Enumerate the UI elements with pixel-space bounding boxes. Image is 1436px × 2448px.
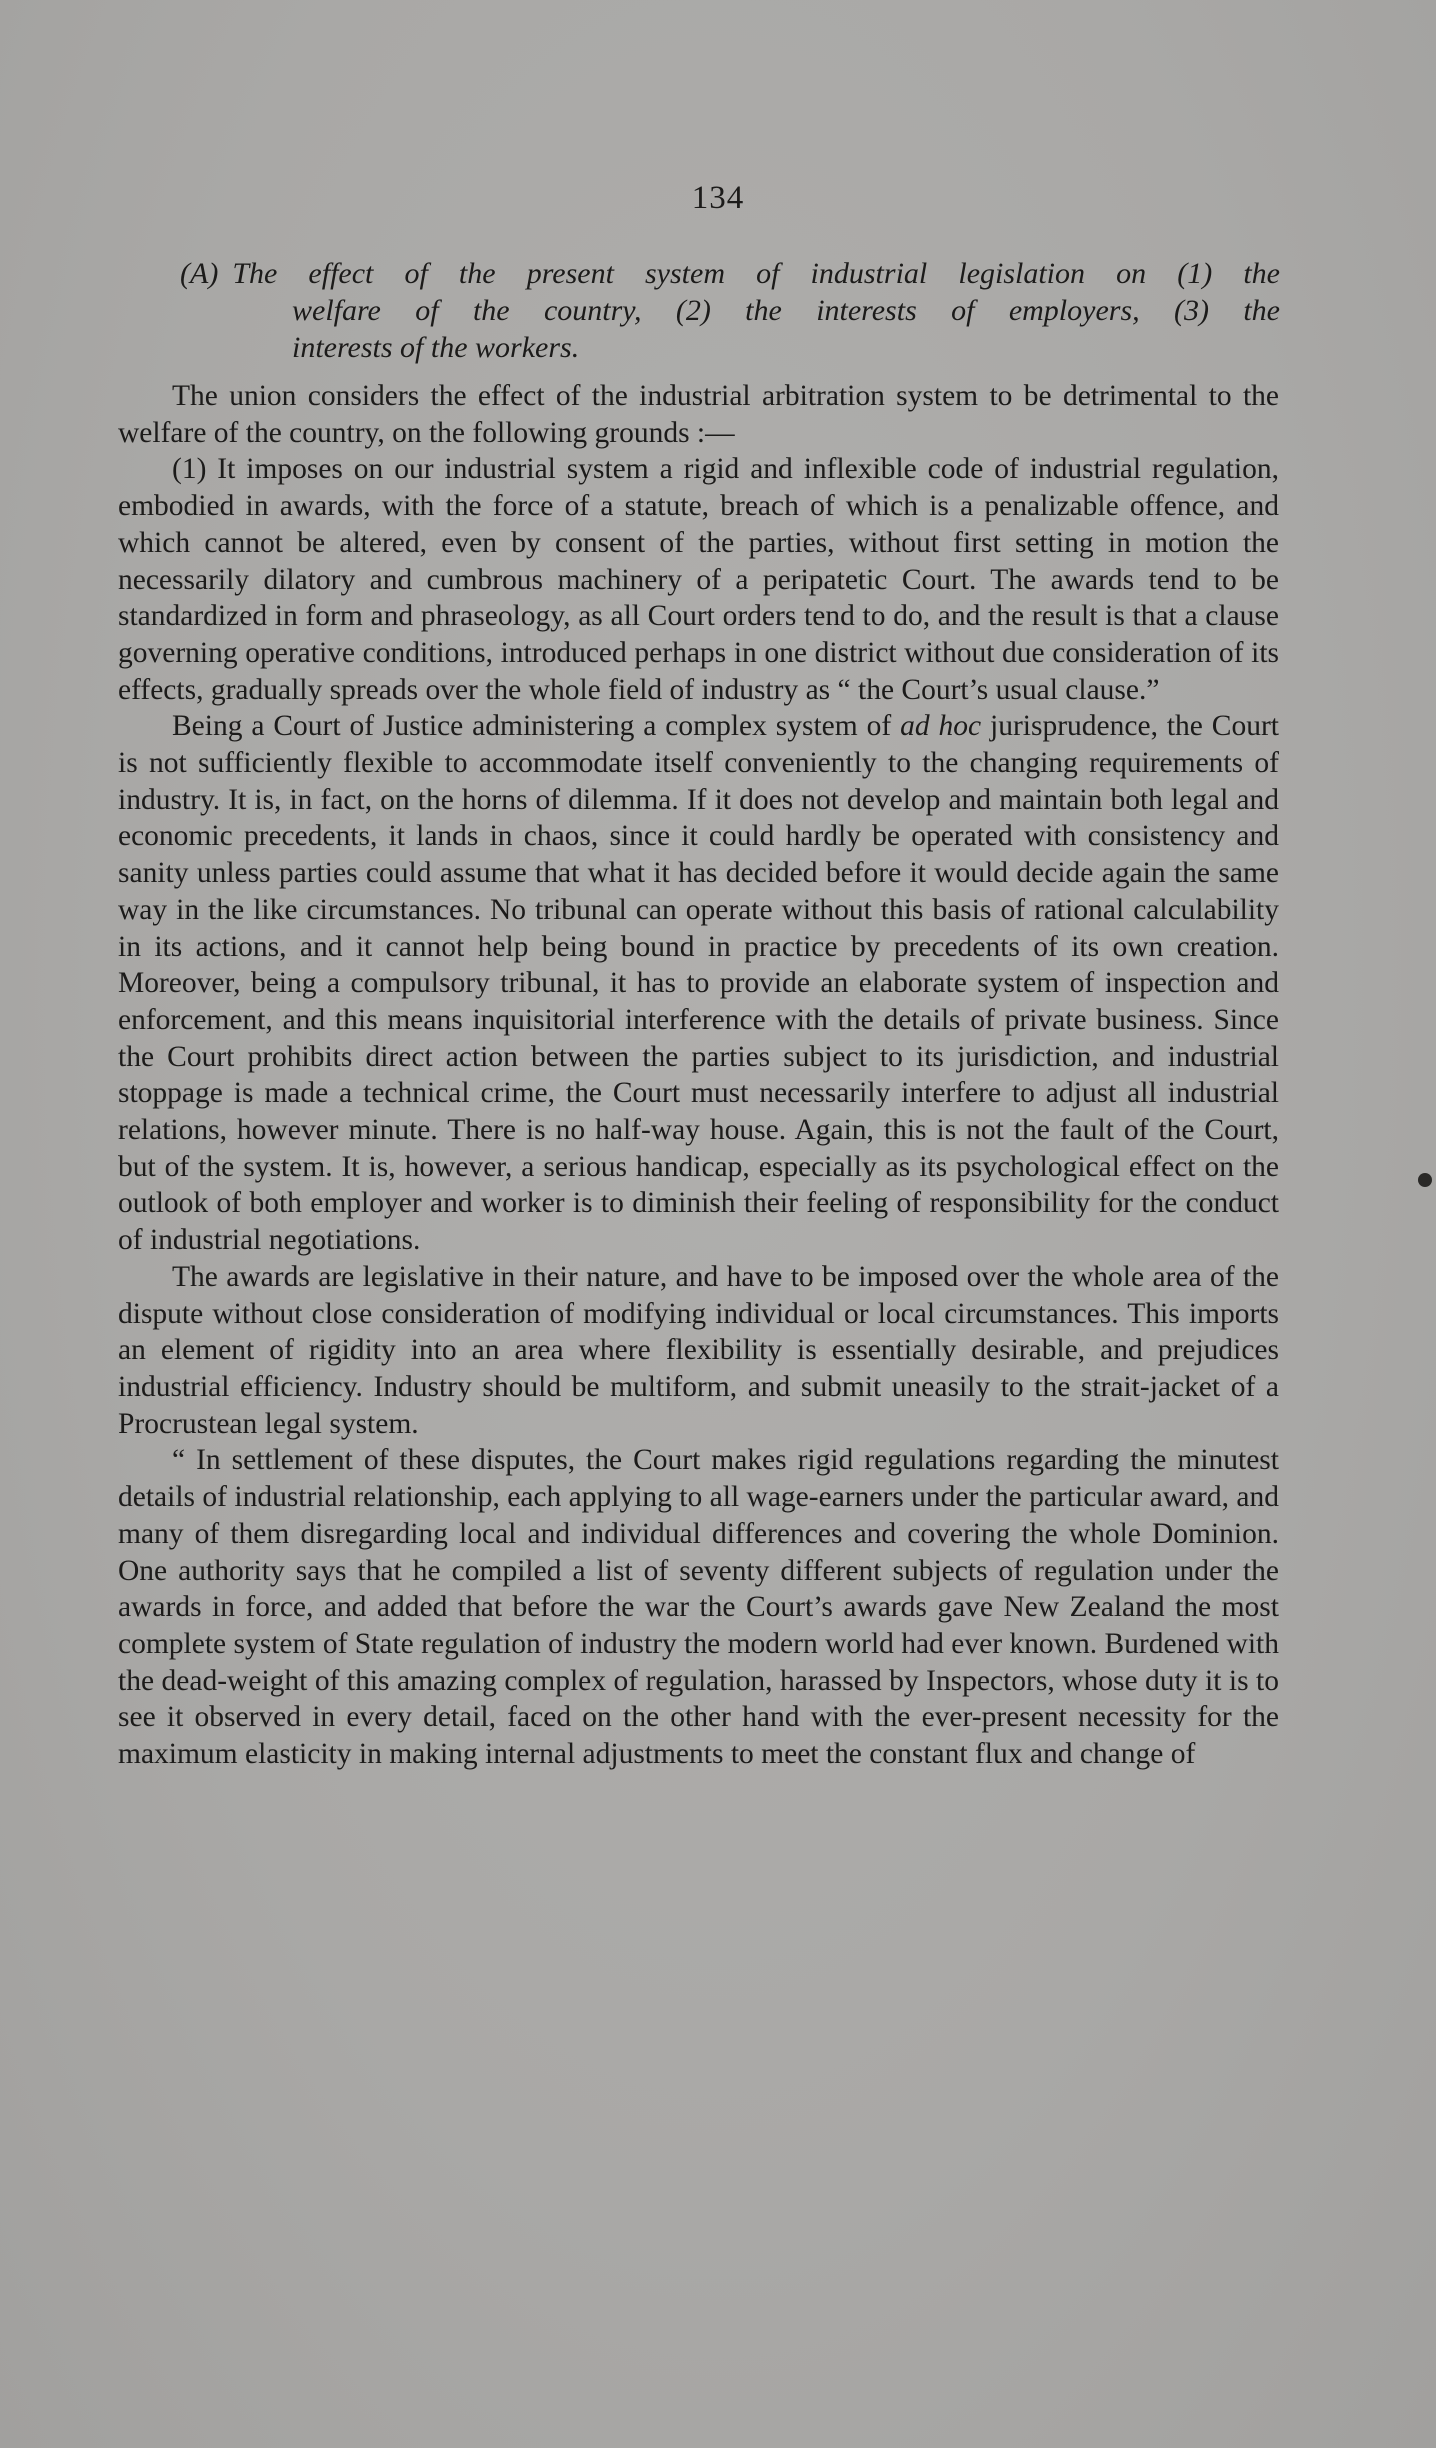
heading-marker: (A)	[180, 257, 219, 290]
paragraph: Being a Court of Justice administering a complex system of ad hoc jurisprudence, the Court is not sufficiently flexible to accommodate itself conveniently to the changing requirements of industry. It is, in fact, on the horns of dilemma. If it does not develop and maintain both legal and economic precedents, it lands in chaos, since it could hardly be operated with consistency and sanity unless parties could assume that what it has decided before it would decide again the same way in the like circumstances. No tribunal can operate without this basis of rational calculability in its actions, and it cannot help being bound in practice by precedents of its own creation. Moreover, being a compulsory tribunal, it has to provide an elaborate system of inspection and enforcement, and this means inquisitorial interference with the details of private business. Since the Court prohibits direct action between the parties subject to its jurisdiction, and industrial stoppage is made a technical crime, the Court must necessarily interfere to adjust all industrial relations, however minute. There is no half-way house. Again, this is not the fault of the Court, but of the system. It is, however, a serious handicap, especially as its psychological effect on the outlook of both employer and worker is to diminish their feeling of responsibility for the conduct of industrial negotiations.	[118, 710, 1279, 1257]
section-heading	[180, 255, 1280, 366]
paragraph: The awards are legislative in their nature, and have to be imposed over the whole area of the dispute without close consideration of modifying individual or local circumstances. This imports an element of rigidity into an area where flexibility is essentially desirable, and prejudices industrial efficiency. Industry should be multiform, and submit uneasily to the strait-jacket of a Procrustean legal system.	[118, 1260, 1279, 1440]
margin-mark	[1418, 1173, 1432, 1187]
heading-line: welfare of the country, (2) the interests of employers, (3) the	[292, 294, 1280, 327]
heading-line: (A) The effect of the present system of industrial legislation on (1) the	[180, 257, 1280, 290]
body-text	[118, 378, 1279, 1773]
paragraph: The union considers the effect of the industrial arbitration system to be detrimental to the welfare of the country, on the following grounds :—	[118, 380, 1279, 449]
page-number: 134	[691, 180, 745, 216]
latin-phrase: ad hoc	[900, 710, 982, 743]
paragraph: (1) It imposes on our industrial system a rigid and inflexible code of industrial regulation, embodied in awards, with the force of a statute, breach of which is a penalizable offence, and which cannot be altered, even by consent of the parties, without first setting in motion the necessarily dilatory and cumbrous machinery of a peripatetic Court. The awards tend to be standardized in form and phraseology, as all Court orders tend to do, and the result is that a clause governing operative conditions, introduced perhaps in one district without due consideration of its effects, gradually spreads over the whole field of industry as “ the Court’s usual clause.”	[118, 453, 1279, 706]
paragraph: “ In settlement of these disputes, the Court makes rigid regulations regarding the minutest details of industrial relationship, each applying to all wage-earners under the particular award, and many of them disregarding local and individual differences and covering the whole Dominion. One authority says that he compiled a list of seventy different subjects of regulation under the awards in force, and added that before the war the Court’s awards gave New Zealand the most complete system of State regulation of industry the modern world had ever known. Burdened with the dead-weight of this amazing complex of regulation, harassed by Inspectors, whose duty it is to see it observed in every detail, faced on the other hand with the ever-present necessity for the maximum elasticity in making internal adjustments to meet the constant flux and change of	[118, 1444, 1279, 1771]
heading-line: interests of the workers.	[292, 331, 580, 364]
